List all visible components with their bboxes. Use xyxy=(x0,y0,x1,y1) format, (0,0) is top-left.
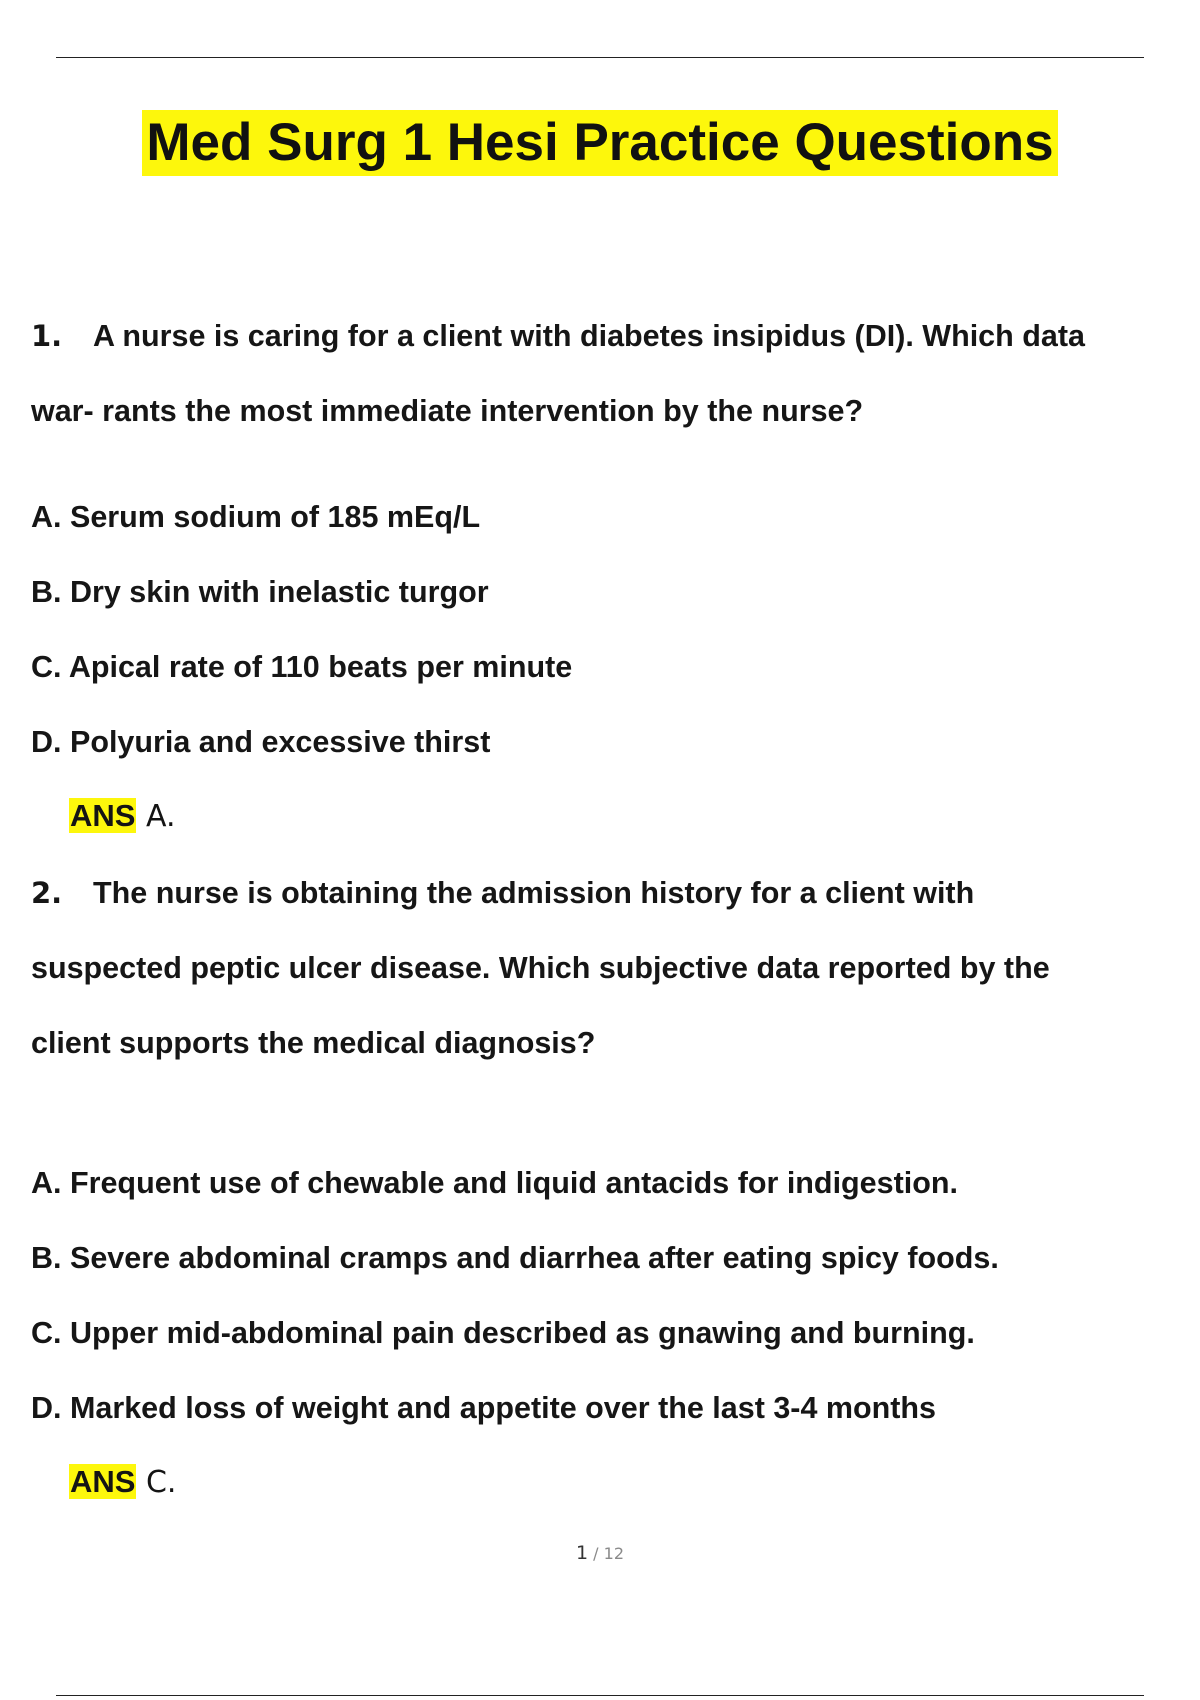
page-separator: / xyxy=(588,1544,604,1563)
answer-value: C. xyxy=(136,1465,177,1500)
question-2-answer xyxy=(69,1462,176,1503)
question-2-line-3: client supports the medical diagnosis? xyxy=(31,1026,596,1060)
page-indicator xyxy=(0,1542,1200,1564)
question-2-option-c: C. Upper mid-abdominal pain described as gnawing and burning. xyxy=(31,1316,975,1350)
question-1-line-2: war- rants the most immediate intervention by the nurse? xyxy=(31,394,864,428)
question-1-answer xyxy=(69,796,176,837)
question-1-option-a: A. Serum sodium of 185 mEq/L xyxy=(31,500,481,534)
bottom-rule xyxy=(56,1695,1144,1696)
question-2-option-d: D. Marked loss of weight and appetite over the last 3-4 months xyxy=(31,1391,937,1425)
question-1-number: 1. xyxy=(31,319,63,353)
top-rule xyxy=(56,57,1144,58)
title-container xyxy=(0,110,1200,176)
question-2-number: 2. xyxy=(31,876,63,910)
page-title: Med Surg 1 Hesi Practice Questions xyxy=(142,110,1057,176)
question-2-option-b: B. Severe abdominal cramps and diarrhea after eating spicy foods. xyxy=(31,1241,999,1275)
question-2-line-1 xyxy=(31,873,974,913)
question-1-line-1 xyxy=(31,316,1085,356)
total-pages: 12 xyxy=(603,1544,624,1563)
answer-label: ANS xyxy=(70,798,136,833)
question-2-line-2: suspected peptic ulcer disease. Which subjective data reported by the xyxy=(31,951,1050,985)
question-1-option-b: B. Dry skin with inelastic turgor xyxy=(31,575,489,609)
question-2-option-a: A. Frequent use of chewable and liquid antacids for indigestion. xyxy=(31,1166,958,1200)
question-1-option-d: D. Polyuria and excessive thirst xyxy=(31,725,491,759)
question-1-text-1: A nurse is caring for a client with diabetes insipidus (DI). Which data xyxy=(93,319,1085,353)
question-2-text-1: The nurse is obtaining the admission history for a client with xyxy=(93,876,975,910)
answer-label: ANS xyxy=(70,1464,136,1499)
question-1-option-c: C. Apical rate of 110 beats per minute xyxy=(31,650,573,684)
current-page: 1 xyxy=(575,1542,589,1564)
answer-value: A. xyxy=(136,799,176,834)
